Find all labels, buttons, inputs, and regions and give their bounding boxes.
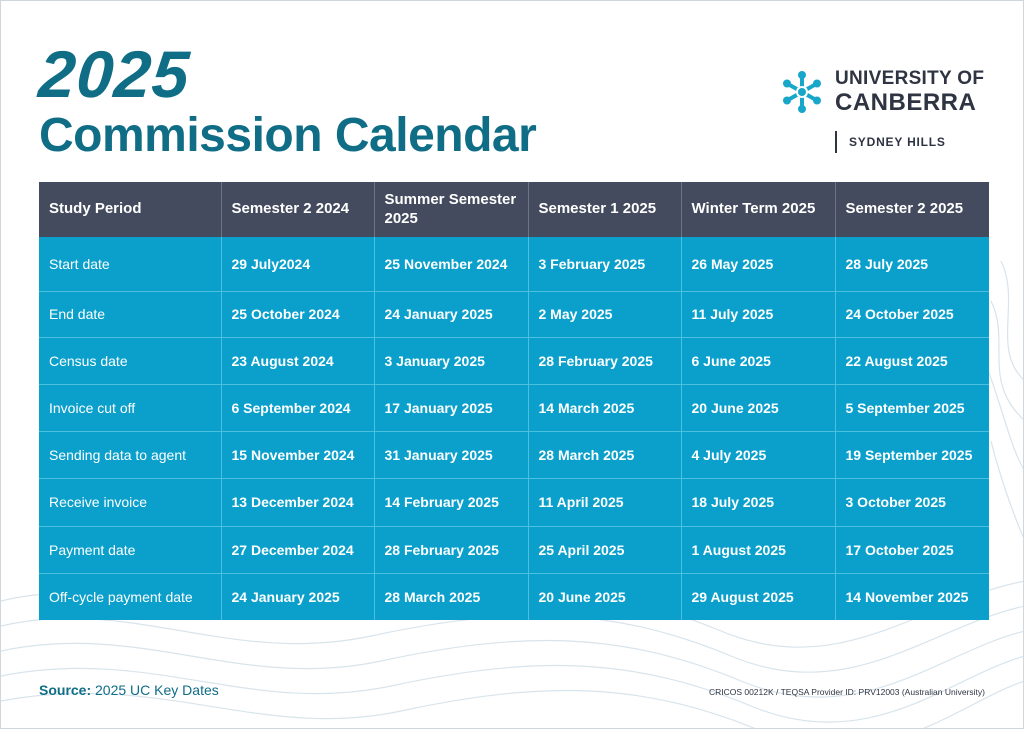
table-cell: 6 June 2025 [681, 337, 835, 384]
table-cell: 28 February 2025 [374, 526, 528, 573]
cricos-provider-note: CRICOS 00212K / TEQSA Provider ID: PRV12003 (Australian University) [708, 687, 985, 697]
table-cell: 28 July 2025 [835, 237, 989, 291]
table-row [39, 478, 989, 526]
table-cell: 22 August 2025 [835, 337, 989, 384]
table-cell: 25 October 2024 [221, 291, 374, 337]
table-cell: 17 October 2025 [835, 526, 989, 573]
table-cell: 28 March 2025 [528, 431, 681, 478]
row-label: Receive invoice [39, 478, 221, 526]
table-header-row [39, 182, 989, 237]
column-header-semester-1-2025: Semester 1 2025 [528, 182, 681, 237]
logo-divider [835, 131, 837, 153]
table-row [39, 431, 989, 478]
table-cell: 31 January 2025 [374, 431, 528, 478]
column-header-study-period: Study Period [39, 182, 221, 237]
commission-calendar-table [39, 182, 989, 620]
table-cell: 14 March 2025 [528, 384, 681, 431]
source-label: Source: [39, 682, 92, 698]
table-cell: 18 July 2025 [681, 478, 835, 526]
table-cell: 3 February 2025 [528, 237, 681, 291]
table-cell: 11 April 2025 [528, 478, 681, 526]
table-cell: 20 June 2025 [528, 573, 681, 620]
table-cell: 6 September 2024 [221, 384, 374, 431]
university-logo-line2: CANBERRA [835, 89, 977, 116]
table-cell: 3 January 2025 [374, 337, 528, 384]
table-cell: 28 March 2025 [374, 573, 528, 620]
table-cell: 11 July 2025 [681, 291, 835, 337]
table-cell: 25 November 2024 [374, 237, 528, 291]
table-cell: 5 September 2025 [835, 384, 989, 431]
table-cell: 24 January 2025 [221, 573, 374, 620]
table-row [39, 337, 989, 384]
table-row [39, 291, 989, 337]
table-cell: 26 May 2025 [681, 237, 835, 291]
table-cell: 19 September 2025 [835, 431, 989, 478]
row-label: Payment date [39, 526, 221, 573]
table-cell: 2 May 2025 [528, 291, 681, 337]
table-cell: 3 October 2025 [835, 478, 989, 526]
snowflake-icon [781, 71, 823, 113]
table-cell: 25 April 2025 [528, 526, 681, 573]
table-cell: 23 August 2024 [221, 337, 374, 384]
column-header-semester-2-2025: Semester 2 2025 [835, 182, 989, 237]
table-cell: 20 June 2025 [681, 384, 835, 431]
table-cell: 4 July 2025 [681, 431, 835, 478]
page-title: Commission Calendar [39, 109, 537, 162]
row-label: End date [39, 291, 221, 337]
table-cell: 29 August 2025 [681, 573, 835, 620]
table-row [39, 526, 989, 573]
source-text: 2025 UC Key Dates [95, 682, 219, 698]
table-cell: 24 October 2025 [835, 291, 989, 337]
row-label: Census date [39, 337, 221, 384]
table-cell: 28 February 2025 [528, 337, 681, 384]
row-label: Invoice cut off [39, 384, 221, 431]
page-year: 2025 [36, 37, 193, 111]
table-row [39, 237, 989, 291]
table-row [39, 384, 989, 431]
table-cell: 13 December 2024 [221, 478, 374, 526]
row-label: Start date [39, 237, 221, 291]
row-label: Sending data to agent [39, 431, 221, 478]
row-label: Off-cycle payment date [39, 573, 221, 620]
table-cell: 14 February 2025 [374, 478, 528, 526]
table-cell: 24 January 2025 [374, 291, 528, 337]
table-cell: 29 July2024 [221, 237, 374, 291]
university-logo-line1: UNIVERSITY OF [835, 68, 985, 89]
column-header-summer-semester-2025: Summer Semester 2025 [374, 182, 528, 237]
table-cell: 27 December 2024 [221, 526, 374, 573]
column-header-winter-term-2025: Winter Term 2025 [681, 182, 835, 237]
column-header-semester-2-2024: Semester 2 2024 [221, 182, 374, 237]
table-row [39, 573, 989, 620]
table-cell: 15 November 2024 [221, 431, 374, 478]
table-cell: 17 January 2025 [374, 384, 528, 431]
table-cell: 1 August 2025 [681, 526, 835, 573]
source-note [39, 682, 219, 698]
campus-name: SYDNEY HILLS [849, 135, 946, 149]
table-cell: 14 November 2025 [835, 573, 989, 620]
